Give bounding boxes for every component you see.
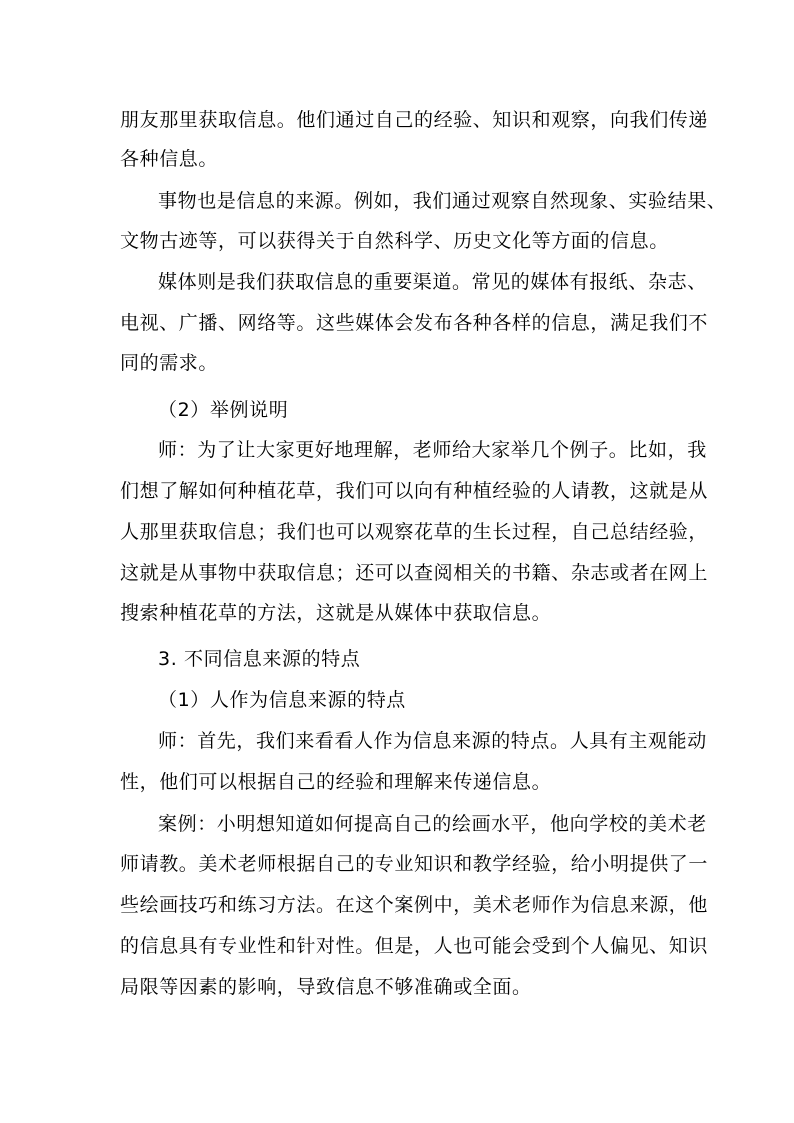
paragraph-line: 这就是从事物中获取信息；还可以查阅相关的书籍、杂志或者在网上 xyxy=(120,562,709,584)
paragraph-line: 些绘画技巧和练习方法。在这个案例中，美术老师作为信息来源，他 xyxy=(120,894,709,916)
paragraph-line: 师请教。美术老师根据自己的专业知识和教学经验，给小明提供了一 xyxy=(120,853,709,875)
paragraph-line: 文物古迹等，可以获得关于自然科学、历史文化等方面的信息。 xyxy=(120,230,669,252)
paragraph-line: 电视、广播、网络等。这些媒体会发布各种各样的信息，满足我们不 xyxy=(120,312,709,334)
paragraph-line: 各种信息。 xyxy=(120,148,219,170)
paragraph-line: 搜索种植花草的方法，这就是从媒体中获取信息。 xyxy=(120,602,552,624)
paragraph-line: 同的需求。 xyxy=(120,352,219,374)
paragraph-line: 们想了解如何种植花草，我们可以向有种植经验的人请教，这就是从 xyxy=(120,480,709,502)
paragraph-line: 事物也是信息的来源。例如，我们通过观察自然现象、实验结果、 xyxy=(158,190,727,212)
paragraph-line: 的信息具有专业性和针对性。但是，人也可能会受到个人偏见、知识 xyxy=(120,935,709,957)
paragraph-line: 案例：小明想知道如何提高自己的绘画水平，他向学校的美术老 xyxy=(158,813,707,835)
subsection-heading: （2）举例说明 xyxy=(158,399,289,421)
paragraph-line: 师：为了让大家更好地理解，老师给大家举几个例子。比如，我 xyxy=(158,439,707,461)
paragraph-line: 媒体则是我们获取信息的重要渠道。常见的媒体有报纸、杂志、 xyxy=(158,271,707,293)
paragraph-line: 师：首先，我们来看看人作为信息来源的特点。人具有主观能动 xyxy=(158,730,707,752)
paragraph-line: 性，他们可以根据自己的经验和理解来传递信息。 xyxy=(120,771,552,793)
subsection-heading: （1）人作为信息来源的特点 xyxy=(158,689,406,711)
paragraph-line: 局限等因素的影响，导致信息不够准确或全面。 xyxy=(120,976,532,998)
paragraph-line: 人那里获取信息；我们也可以观察花草的生长过程，自己总结经验， xyxy=(120,521,709,543)
section-heading: 3. 不同信息来源的特点 xyxy=(158,648,361,670)
paragraph-line: 朋友那里获取信息。他们通过自己的经验、知识和观察，向我们传递 xyxy=(120,109,709,131)
